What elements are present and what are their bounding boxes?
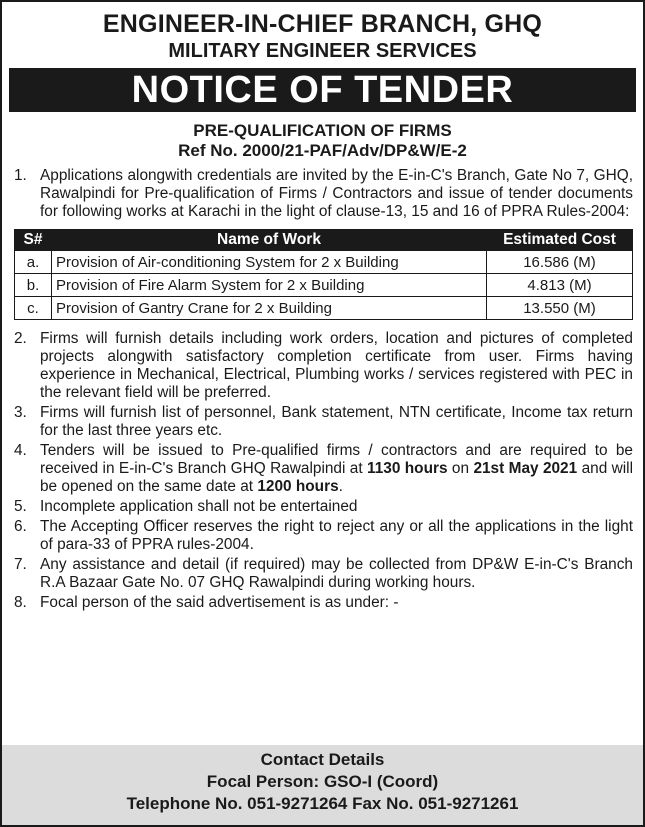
clause-number: 6. <box>14 518 27 535</box>
receive-time: 1130 hours <box>367 460 448 477</box>
clause-text: Firms will furnish list of personnel, Bank statement, NTN certificate, Income tax return for the last three years etc. <box>40 404 633 439</box>
prequal-title: PRE-QUALIFICATION OF FIRMS <box>193 121 452 140</box>
clause-text-part: Tenders will be issued to Pre-qualified firms / contractors and are required to be received in E-in-C's Branch GHQ Rawalpindi at <box>40 442 633 477</box>
clause-text: Focal person of the said advertisement is as under: - <box>40 594 399 611</box>
clause-text-part: on <box>447 460 474 477</box>
row-sn: c. <box>15 297 52 320</box>
row-sn: a. <box>15 251 52 274</box>
table-row <box>15 274 633 297</box>
clause-8 <box>14 594 633 612</box>
clause-5 <box>14 498 633 516</box>
clause-number: 2. <box>14 330 27 347</box>
clause-number: 4. <box>14 442 27 459</box>
org-title: ENGINEER-IN-CHIEF BRANCH, GHQ <box>102 10 543 38</box>
clause-6 <box>14 518 633 554</box>
header-name-of-work: Name of Work <box>52 230 487 251</box>
notice-title-banner: NOTICE OF TENDER <box>9 68 636 112</box>
clause-2 <box>14 330 633 402</box>
clause-text: Applications alongwith credentials are invited by the E-in-C's Branch, Gate No 7, GHQ, Rawalpindi for Pre-qualification of Firms / Contractors and issue of tender documents for following works at Karachi in the light of clause-13, 15 and 16 of PPRA Rules-2004: <box>40 167 633 220</box>
focal-person: Focal Person: GSO-I (Coord) <box>206 772 439 791</box>
clause-text: Incomplete application shall not be entertained <box>40 498 358 515</box>
clause-text <box>40 442 633 496</box>
opening-time: 1200 hours <box>257 478 339 495</box>
works-table <box>14 229 633 320</box>
clause-text: Any assistance and detail (if required) may be collected from DP&W E-in-C's Branch R.A Bazaar Gate No. 07 GHQ Rawalpindi during working hours. <box>40 556 633 591</box>
contact-title: Contact Details <box>260 750 385 769</box>
row-cost: 16.586 (M) <box>487 251 633 274</box>
clause-number: 3. <box>14 404 27 421</box>
clause-number: 5. <box>14 498 27 515</box>
row-work-name: Provision of Fire Alarm System for 2 x Building <box>52 274 487 297</box>
clause-text-part: and will be opened on the same date at <box>40 460 634 495</box>
reference-number: Ref No. 2000/21-PAF/Adv/DP&W/E-2 <box>178 141 467 160</box>
clause-4 <box>14 442 633 496</box>
receive-date: 21st May 2021 <box>473 460 578 477</box>
clause-text-part: . <box>338 478 343 495</box>
header-estimated-cost: Estimated Cost <box>487 230 633 251</box>
notice-header <box>2 2 643 63</box>
org-subtitle: MILITARY ENGINEER SERVICES <box>168 40 477 62</box>
row-work-name: Provision of Air-conditioning System for 2 x Building <box>52 251 487 274</box>
contact-details-panel <box>2 745 643 825</box>
row-cost: 13.550 (M) <box>487 297 633 320</box>
table-row <box>15 251 633 274</box>
clause-number: 1. <box>14 167 27 184</box>
clause-text: The Accepting Officer reserves the right to reject any or all the applications in the light of para-33 of PPRA rules-2004. <box>40 518 633 553</box>
row-cost: 4.813 (M) <box>487 274 633 297</box>
clause-7 <box>14 556 633 592</box>
clause-text: Firms will furnish details including work orders, location and pictures of completed projects alongwith satisfactory completion certificate from user. Firms having experience in Mechanical, Electrical, Plumbing works / services registered with PEC in the relevant field will be preferred. <box>40 330 633 401</box>
clause-3 <box>14 404 633 440</box>
clause-1 <box>14 167 633 221</box>
row-work-name: Provision of Gantry Crane for 2 x Building <box>52 297 487 320</box>
clause-number: 8. <box>14 594 27 611</box>
table-header-row <box>15 230 633 251</box>
table-row <box>15 297 633 320</box>
header-sn: S# <box>15 230 52 251</box>
row-sn: b. <box>15 274 52 297</box>
telephone-fax: Telephone No. 051-9271264 Fax No. 051-9271261 <box>126 794 519 813</box>
clause-number: 7. <box>14 556 27 573</box>
